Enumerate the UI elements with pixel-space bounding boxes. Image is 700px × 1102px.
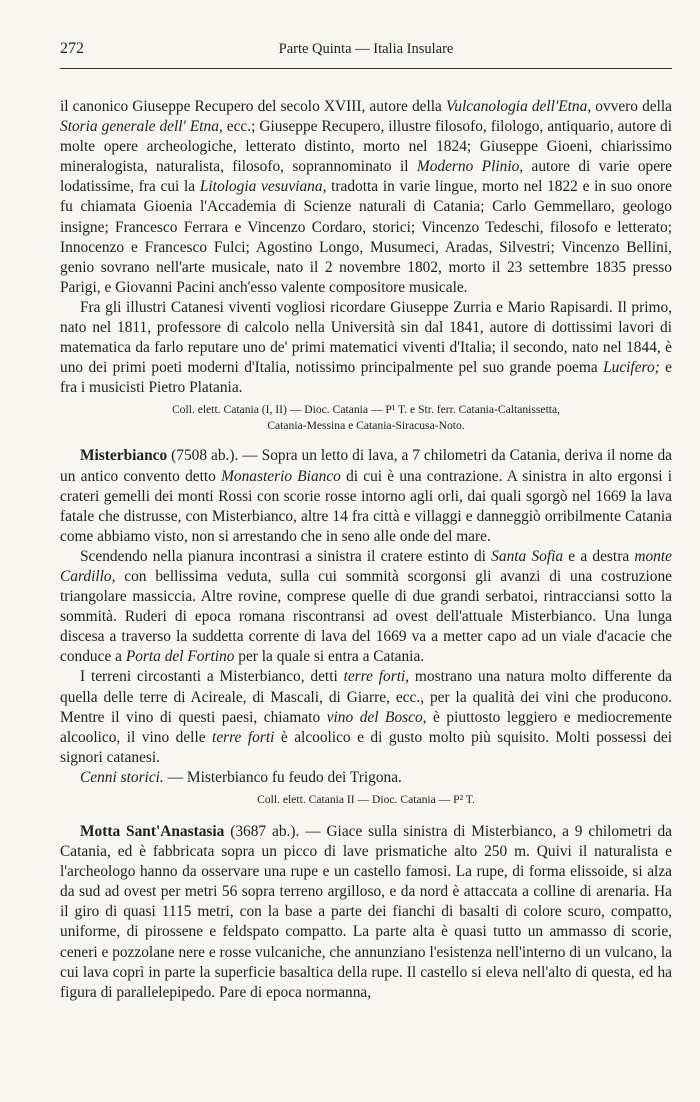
- paragraph-misterbianco-wines: I terreni circostanti a Misterbianco, detti terre forti, mostrano una natura molto differente da quella delle terre di Acireale, di Mascali, di Giarre, ecc., per la qualità dei vini che producono. Mentre il vino di questi paesi, chiamato vino del Bosco, è piuttosto leggiero e mediocremente alcoolico, il vino delle terre forti è alcoolico e di gusto molto più squisito. Molti possessi dei signori catanesi.: [60, 668, 672, 766]
- running-head: [60, 40, 672, 69]
- page: [60, 40, 672, 1003]
- paragraph-catania-illustrious-dead: il canonico Giuseppe Recupero del secolo XVIII, autore della Vulcanologia dell'Etna, ovvero della Storia generale dell' Etna, ecc.; Giuseppe Recupero, illustre filosofo, filologo, antiquario, autore di molte opere archeologiche, letterato distinto, morto nel 1824; Giuseppe Gioeni, chiarissimo mineralogista, naturalista, filosofo, soprannominato il Moderno Plinio, autore di varie opere lodatissime, fra cui la Litologia vesuviana, tradotta in varie lingue, morto nel 1822 e in suo onore fu chiamata Gioenia l'Accademia di Scienze naturali di Catania; Carlo Gemmellaro, geologo insigne; Francesco Ferrara e Vincenzo Cordaro, storici; Vincenzo Tedeschi, filosofo e letterato; Innocenzo e Francesco Fulci; Agostino Longo, Musumeci, Aradas, Silvestri; Vincenzo Bellini, genio sovrano nell'arte musicale, nato il 2 novembre 1802, morto il 23 settembre 1835 presso Parigi, e Giovanni Pacini anch'esso valente compositore musicale.: [60, 98, 673, 296]
- catania-electoral-note: Coll. elett. Catania (I, II) — Dioc. Catania — P¹ T. e Str. ferr. Catania-Caltanissetta, Catania-Messina e Catania-Siracusa-Noto.: [171, 403, 561, 433]
- paragraph-catania-living: Fra gli illustri Catanesi viventi vogliosi ricordare Giuseppe Zurria e Mario Rapisardi. Il primo, nato nel 1811, professore di calcolo nella Università sin dal 1841, autore di dottissimi lavori di matematica da farlo reputare uno de' primi matematici viventi d'Italia; il secondo, nato nel 1844, è uno dei primi poeti moderni d'Italia, notissimo principalmente pel suo grande poema Lucifero; e fra i musicisti Pietro Platania.: [60, 298, 672, 397]
- entry-misterbianco: Misterbianco (7508 ab.). — Sopra un letto di lava, a 7 chilometri da Catania, deriva il nome da un antico convento detto Monasterio Bianco di cui è una contrazione. A sinistra in alto ergonsi i crateri gemelli dei monti Rossi con scorie rosse intorno agli orli, dai quali sgorgò nel 1669 la lava fatale che distrusse, con Misterbianco, altre 14 fra città e villaggi e danneggiò orribilmente Catania come abbiamo visto, non si arrestando che in seno alle onde del mare.: [60, 447, 672, 545]
- page-number: 272: [60, 40, 84, 57]
- entry-title-motta: Motta Sant'Anastasia: [80, 823, 225, 840]
- running-head-title: Parte Quinta — Italia Insulare: [278, 41, 454, 57]
- paragraph-misterbianco-surroundings: Scendendo nella pianura incontrasi a sinistra il cratere estinto di Santa Sofia e a destra monte Cardillo, con bellissima veduta, sulla cui sommità scorgonsi gli avanzi di una costruzione triangolare massiccia. Altre rovine, comprese quelle di due grandi serbatoi, rintracciansi sotto la sommità. Ruderi di epoca romana riscontransi ad ovest dell'attuale Misterbianco. Una lunga discesa a traverso la suddetta corrente di lava del 1669 va a metter capo ad un viale d'acacie che conduce a Porta del Fortino per la quale si entra a Catania.: [60, 547, 672, 666]
- entry-title-misterbianco: Misterbianco: [80, 447, 168, 465]
- paragraph-misterbianco-history: Cenni storici. — Misterbianco fu feudo dei Trigona.: [80, 768, 402, 786]
- body-text: [60, 97, 672, 1003]
- entry-motta-santanastasia: Motta Sant'Anastasia (3687 ab.). — Giace sulla sinistra di Misterbianco, a 9 chilometri da Catania, ed è fabbricata sopra un picco di lave prismatiche alto 250 m. Quivi il naturalista e l'archeologo hanno da osservare una rupe e un castello famosi. La rupe, di forma elissoide, si alza da sud ad ovest per metri 56 sopra terreno argilloso, e da nord è attaccata a colline di arenaria. Ha il giro di quasi 1115 metri, con la base a parte dei fianchi di basalti di colore scuro, compatto, uniforme, di pirossene e feldspato compatto. La parte alta è quasi tutto un ammasso di scorie, ceneri e pozzolane nere e rosse vulcaniche, che annunziano l'esistenza nell'interno di un vulcano, la cui lava coprì in parte la superficie basaltica della rupe. Il castello si eleva nell'alto di questa, ed ha figura di parallelepipedo. Pare di epoca normanna,: [60, 823, 672, 1001]
- misterbianco-electoral-note: Coll. elett. Catania II — Dioc. Catania — P² T.: [257, 793, 475, 806]
